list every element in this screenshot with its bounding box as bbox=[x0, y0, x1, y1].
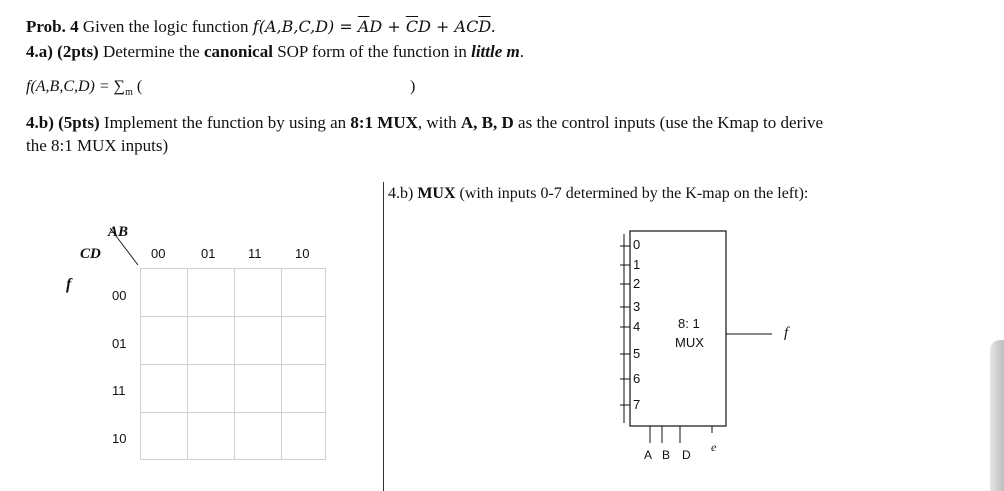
section-divider bbox=[383, 182, 384, 491]
part-a-close-paren: ) bbox=[410, 78, 416, 95]
kmap-cell[interactable] bbox=[187, 268, 235, 317]
mux-input-label: 5 bbox=[633, 346, 641, 361]
mux-input-label: 0 bbox=[633, 237, 641, 252]
part-a-answer-line: $f(A,B,C,D) = \sum_m$ ( bbox=[26, 78, 143, 99]
kmap-cell[interactable] bbox=[281, 412, 326, 460]
kmap-col-label: 11 bbox=[248, 246, 262, 261]
kmap-col-label: 10 bbox=[295, 246, 310, 261]
kmap-cell[interactable] bbox=[187, 364, 235, 413]
part-b-question-line2: the 8:1 MUX inputs) bbox=[26, 136, 169, 155]
kmap-cell[interactable] bbox=[140, 364, 188, 413]
edge-object bbox=[990, 340, 1004, 491]
kmap-col-label: 00 bbox=[151, 246, 166, 261]
kmap-row-var: CD bbox=[80, 246, 101, 262]
mux-enable-label: e bbox=[711, 440, 717, 454]
kmap-cell[interactable] bbox=[140, 412, 188, 460]
kmap-cell[interactable] bbox=[140, 268, 188, 317]
part-b-question: 4.b) (5pts) Implement the function by using an 8:1 MUX, with A, B, D as the control inputs (use the Kmap to derive bbox=[26, 113, 824, 132]
problem-statement: Prob. 4 Given the logic function $f(A,B,C,D) = \overline{A}D + \overline{C}D + AC\overline{D}$. bbox=[26, 17, 496, 36]
kmap-row-label: 11 bbox=[112, 383, 126, 398]
kmap-output-label: f bbox=[66, 276, 72, 293]
mux-block-label: MUX bbox=[675, 335, 704, 350]
kmap bbox=[60, 220, 360, 480]
mux-select-label: B bbox=[662, 448, 671, 462]
mux-heading: 4.b) MUX (with inputs 0-7 determined by the K-map on the left): bbox=[388, 185, 809, 202]
mux-input-label: 6 bbox=[633, 371, 641, 386]
mux-input-label: 7 bbox=[633, 397, 641, 412]
mux-input-label: 4 bbox=[633, 319, 641, 334]
kmap-cell[interactable] bbox=[234, 412, 282, 460]
kmap-cell[interactable] bbox=[281, 364, 326, 413]
mux-output-label: f bbox=[784, 325, 789, 341]
mux-block-label: 8: 1 bbox=[678, 316, 700, 331]
mux-select-label: A bbox=[644, 448, 653, 462]
kmap-cell[interactable] bbox=[140, 316, 188, 365]
kmap-cell[interactable] bbox=[281, 268, 326, 317]
mux-input-label: 1 bbox=[633, 257, 641, 272]
mux-diagram bbox=[612, 228, 812, 478]
problem-number: Prob. 4 bbox=[26, 17, 79, 36]
function-expression: $f(A,B,C,D) = \overline{A}D + \overline{C}D + AC\overline{D}$. bbox=[252, 17, 496, 36]
kmap-cell[interactable] bbox=[187, 412, 235, 460]
kmap-row-label: 00 bbox=[112, 288, 127, 303]
kmap-cell[interactable] bbox=[187, 316, 235, 365]
kmap-col-label: 01 bbox=[201, 246, 216, 261]
kmap-row-label: 01 bbox=[112, 336, 127, 351]
kmap-cell[interactable] bbox=[234, 268, 282, 317]
part-a-question: 4.a) (2pts) Determine the canonical SOP form of the function in little m. bbox=[26, 42, 524, 61]
kmap-col-var: AB bbox=[108, 224, 129, 240]
mux-input-label: 2 bbox=[633, 276, 641, 291]
kmap-cell[interactable] bbox=[234, 316, 282, 365]
kmap-grid bbox=[140, 268, 326, 460]
mux-input-label: 3 bbox=[633, 299, 641, 314]
kmap-row-label: 10 bbox=[112, 431, 127, 446]
kmap-cell[interactable] bbox=[281, 316, 326, 365]
kmap-cell[interactable] bbox=[234, 364, 282, 413]
mux-select-label: D bbox=[682, 448, 691, 462]
